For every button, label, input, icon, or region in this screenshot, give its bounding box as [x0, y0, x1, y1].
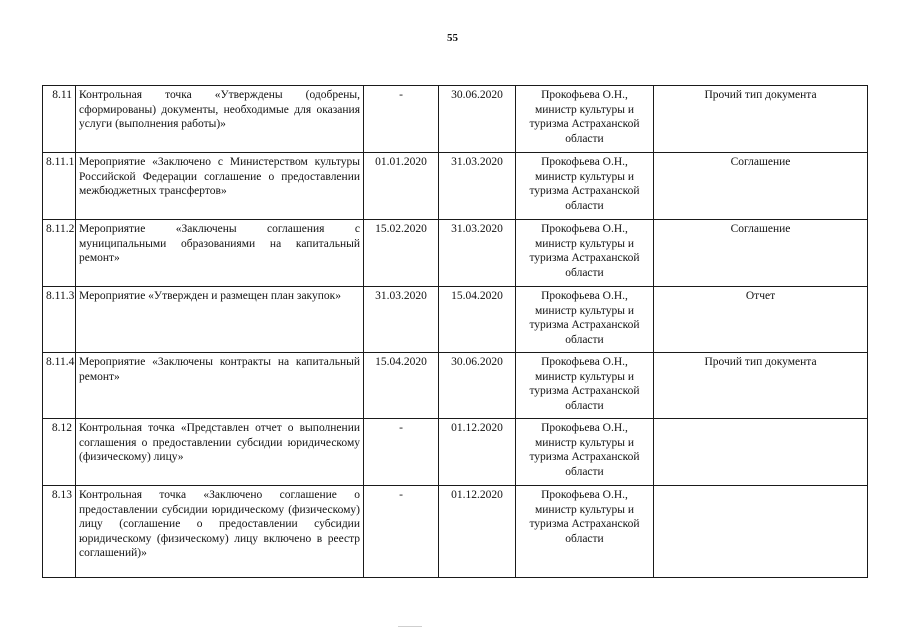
row-start-date: 31.03.2020	[364, 287, 439, 353]
row-document-type: Соглашение	[654, 220, 868, 287]
row-description: Контрольная точка «Утверждены (одобрены, сформированы) документы, необходимые для оказания услуги (выполнения работы)»	[76, 86, 364, 153]
table-row	[43, 287, 868, 353]
row-description: Контрольная точка «Представлен отчет о выполнении соглашения о предоставлении субсидии юридическому (физическому) лицу»	[76, 419, 364, 486]
table-row	[43, 86, 868, 153]
row-document-type: Соглашение	[654, 153, 868, 220]
row-start-date: 15.02.2020	[364, 220, 439, 287]
row-end-date: 01.12.2020	[439, 419, 516, 486]
row-document-type	[654, 486, 868, 578]
row-description: Мероприятие «Заключены соглашения с муниципальными образованиями на капитальный ремонт»	[76, 220, 364, 287]
row-document-type: Прочий тип документа	[654, 353, 868, 419]
table-row	[43, 353, 868, 419]
row-responsible: Прокофьева О.Н., министр культуры и туризма Астраханской области	[516, 419, 654, 486]
row-responsible: Прокофьева О.Н., министр культуры и туризма Астраханской области	[516, 86, 654, 153]
page-number: 55	[447, 32, 458, 44]
row-document-type	[654, 419, 868, 486]
row-number: 8.12	[43, 419, 76, 486]
row-responsible: Прокофьева О.Н., министр культуры и туризма Астраханской области	[516, 287, 654, 353]
table-row	[43, 220, 868, 287]
row-responsible: Прокофьева О.Н., министр культуры и туризма Астраханской области	[516, 486, 654, 578]
table-row	[43, 153, 868, 220]
row-start-date: 15.04.2020	[364, 353, 439, 419]
row-document-type: Отчет	[654, 287, 868, 353]
row-description: Мероприятие «Заключено с Министерством культуры Российской Федерации соглашение о предоставлении межбюджетных трансфертов»	[76, 153, 364, 220]
row-description: Мероприятие «Утвержден и размещен план закупок»	[76, 287, 364, 353]
row-responsible: Прокофьева О.Н., министр культуры и туризма Астраханской области	[516, 220, 654, 287]
row-end-date: 31.03.2020	[439, 220, 516, 287]
row-number: 8.11	[43, 86, 76, 153]
row-number: 8.11.4	[43, 353, 76, 419]
scan-artifact	[398, 626, 422, 627]
plan-table	[42, 85, 868, 578]
row-responsible: Прокофьева О.Н., министр культуры и туризма Астраханской области	[516, 353, 654, 419]
table-row	[43, 419, 868, 486]
row-document-type: Прочий тип документа	[654, 86, 868, 153]
row-end-date: 30.06.2020	[439, 353, 516, 419]
row-number: 8.11.2	[43, 220, 76, 287]
row-end-date: 15.04.2020	[439, 287, 516, 353]
row-end-date: 31.03.2020	[439, 153, 516, 220]
row-end-date: 30.06.2020	[439, 86, 516, 153]
row-description: Контрольная точка «Заключено соглашение о предоставлении субсидии юридическому (физическому) лицу (соглашение о предоставлении субсидии юридическому (физическому) лицу включено в реестр соглашений)»	[76, 486, 364, 578]
row-number: 8.11.3	[43, 287, 76, 353]
row-end-date: 01.12.2020	[439, 486, 516, 578]
row-responsible: Прокофьева О.Н., министр культуры и туризма Астраханской области	[516, 153, 654, 220]
row-start-date: -	[364, 86, 439, 153]
row-start-date: -	[364, 419, 439, 486]
row-description: Мероприятие «Заключены контракты на капитальный ремонт»	[76, 353, 364, 419]
row-number: 8.13	[43, 486, 76, 578]
row-start-date: 01.01.2020	[364, 153, 439, 220]
row-number: 8.11.1	[43, 153, 76, 220]
table-row	[43, 486, 868, 578]
row-start-date: -	[364, 486, 439, 578]
